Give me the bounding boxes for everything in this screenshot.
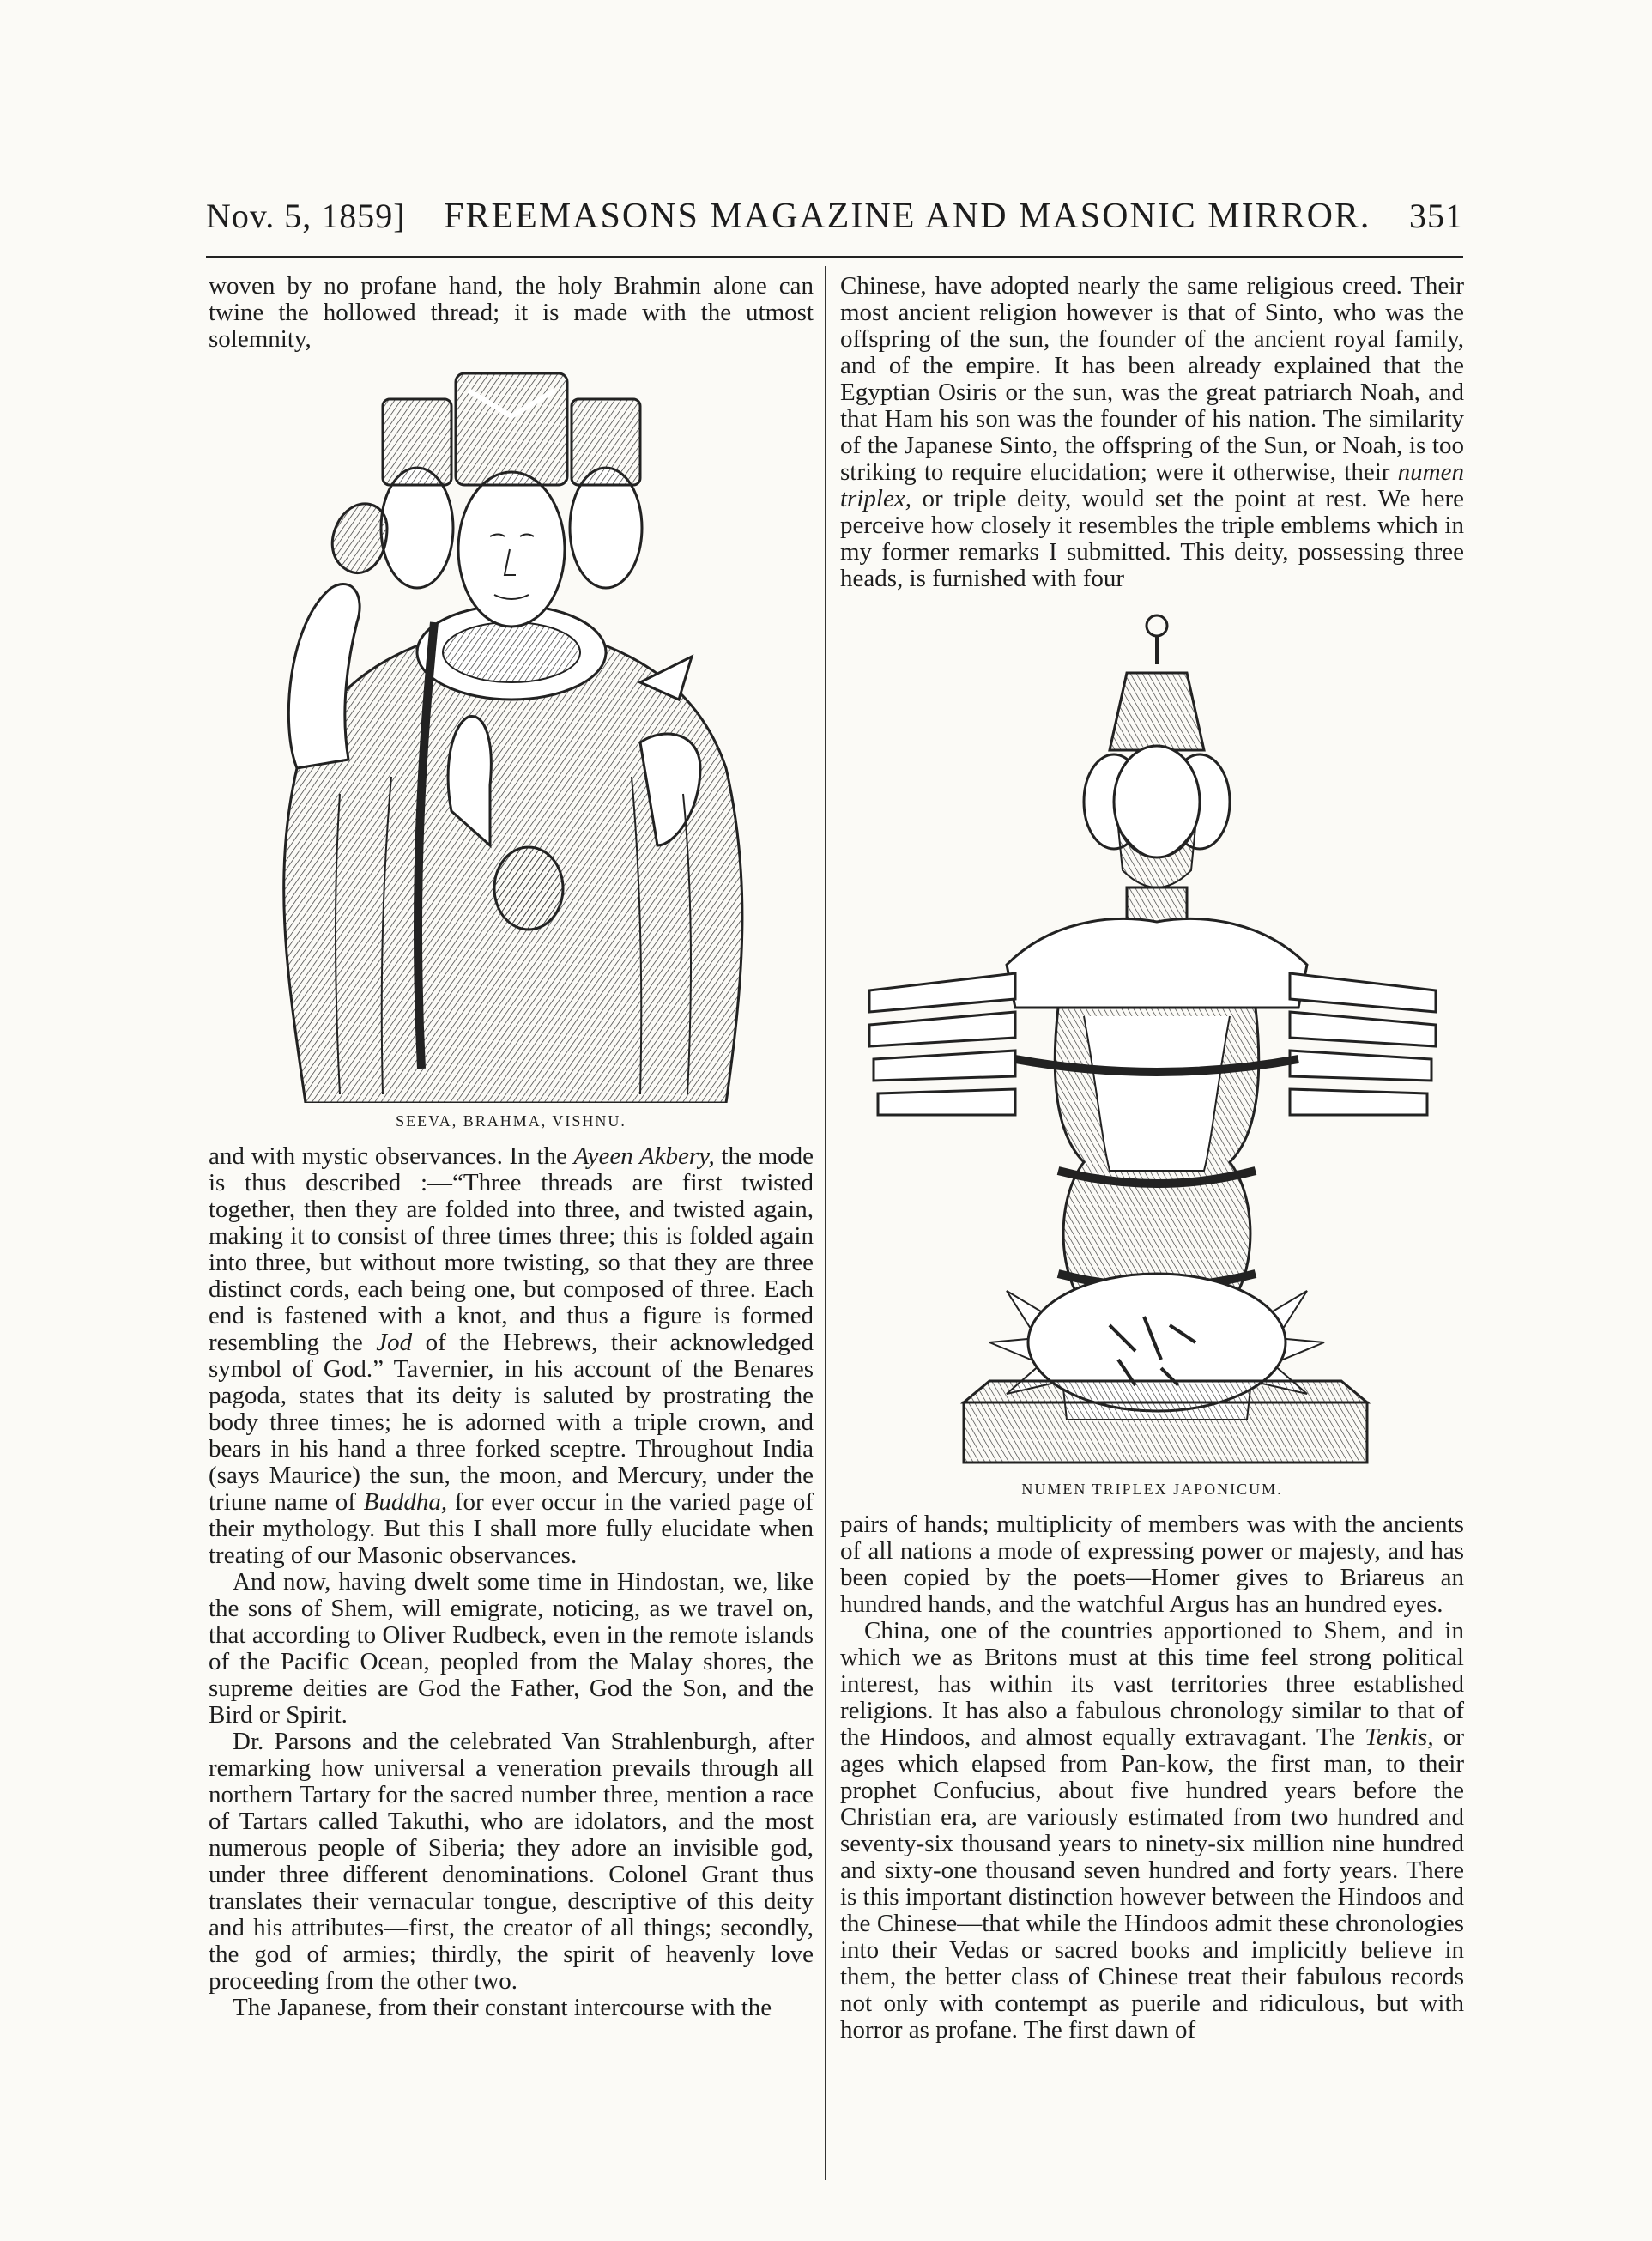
- column-divider: [825, 266, 826, 2180]
- magazine-title: FREEMASONS MAGAZINE AND MASONIC MIRROR.: [444, 197, 1371, 236]
- text-run: of the Hebrews, their acknowledged symbol of God.” Tavernier, in his account of the Benares pagoda, states that its deity is saluted by prostrating the body three times; he is adorned with a triple crown, and bears in his hand a three forked sceptre. Throughout India (says Maurice) the sun, the moon, and Mercury, under the triune name of: [209, 1329, 814, 1516]
- figure-trimurti: [209, 365, 814, 1103]
- paragraph-pairs-of-hands: pairs of hands; multiplicity of members was with the ancients of all nations a mode of expressing power or majesty, and has been copied by the poets—Homer gives to Briareus an hundred hands, and the watchful Argus has an hundred eyes.: [840, 1511, 1464, 1618]
- paragraph-hindostan: And now, having dwelt some time in Hindostan, we, like the sons of Shem, will emigrate, noticing, as we travel on, that according to Oliver Rudbeck, even in the remote islands of the Pacific Ocean, peopled from the Malay shores, the supreme deities are God the Father, God the Son, and the Bird or Spirit.: [209, 1568, 814, 1729]
- text-run: Chinese, have adopted nearly the same religious creed. Their most ancient religion however is that of Sinto, who was the offspring of the sun, the founder of the ancient royal family, and of the empire. It has been already explained that the Egyptian Osiris or the sun, was the great patriarch Noah, and that Ham his son was the founder of his nation. The similarity of the Japanese Sinto, the offspring of the Sun, or Noah, is too striking to require elucidation; were it otherwise, their: [840, 272, 1464, 486]
- right-column: [840, 273, 1464, 2044]
- paragraph-parsons: Dr. Parsons and the celebrated Van Strahlenburgh, after remarking how universal a veneration prevails through all northern Tartary for the sacred number three, mention a race of Tartars called Takuthi, who are idolators, and the most numerous people of Siberia; they adore an invisible god, under three different denominations. Colonel Grant thus translates their vernacular tongue, descriptive of this deity and his attributes—first, the creator of all things; secondly, the god of armies; thirdly, the spirit of heavenly love proceeding from the other two.: [209, 1728, 814, 1995]
- text-italic: Buddha,: [363, 1488, 448, 1516]
- trimurti-engraving: [237, 365, 786, 1103]
- text-run: or ages which elapsed from Pan-kow, the first man, to their prophet Confucius, about five hundred years before the Christian era, are variously estimated from two hundred and seventy-six thousand years to ninety-six million nine hundred and sixty-one thousand seven hundred and forty years. There is this important distinction however between the Hindoos and the Chinese—that while the Hindoos admit these chronologies into their Vedas or sacred books and implicitly believe in them, the better class of Chinese treat their fabulous records not only with contempt as puerile and ridiculous, but with horror as profane. The first dawn of: [840, 1723, 1464, 2044]
- issue-date: Nov. 5, 1859]: [206, 197, 406, 235]
- text-italic: Jod: [376, 1329, 413, 1356]
- numen-triplex-engraving: [852, 604, 1453, 1471]
- paragraph-china: [840, 1618, 1464, 2044]
- text-run: and with mystic observances. In the: [209, 1142, 574, 1170]
- figure-caption-numen-triplex: NUMEN TRIPLEX JAPONICUM.: [1021, 1481, 1283, 1498]
- paragraph-woven: woven by no profane hand, the holy Brahmin alone can twine the hollowed thread; it is made with the utmost solemnity,: [209, 272, 814, 353]
- left-column: [209, 273, 814, 2021]
- figure-caption-trimurti: SEEVA, BRAHMA, VISHNU.: [396, 1112, 626, 1130]
- text-italic: Tenkis,: [1365, 1723, 1434, 1751]
- paragraph-chinese-sinto: [840, 273, 1464, 592]
- paragraph-japanese: The Japanese, from their constant intercourse with the: [233, 1994, 772, 2021]
- figure-numen-triplex: [840, 604, 1464, 1471]
- text-run: for ever occur in the varied page of their mythology. But this I shall more fully elucidate when treating of our Masonic observances.: [209, 1488, 814, 1569]
- page-header: [206, 196, 1463, 258]
- text-run: China, one of the countries apportioned to Shem, and in which we as Britons must at this time feel strong political interest, has within its vast territories three established religions. It has also a fabulous chronology similar to that of the Hindoos, and almost equally extravagant. The: [840, 1617, 1464, 1751]
- text-italic: numen triplex,: [840, 458, 1464, 512]
- text-run: or triple deity, would set the point at rest. We here perceive how closely it resembles the triple emblems which in my former remarks I submitted. This deity, possessing three heads, is furnished with four: [840, 485, 1464, 592]
- page-number: 351: [1408, 197, 1463, 235]
- text-run: the mode is thus described :—“Three threads are first twisted together, then they are folded into three, and twisted again, making it to consist of three times three; this is folded again into three, but without more twisting, so that they are three distinct cords, each being one, but composed of three. Each end is fastened with a knot, and thus a figure is formed resembling the: [209, 1142, 814, 1356]
- paragraph-ayeen-akbery: [209, 1143, 814, 1569]
- text-italic: Ayeen Akbery,: [573, 1142, 715, 1170]
